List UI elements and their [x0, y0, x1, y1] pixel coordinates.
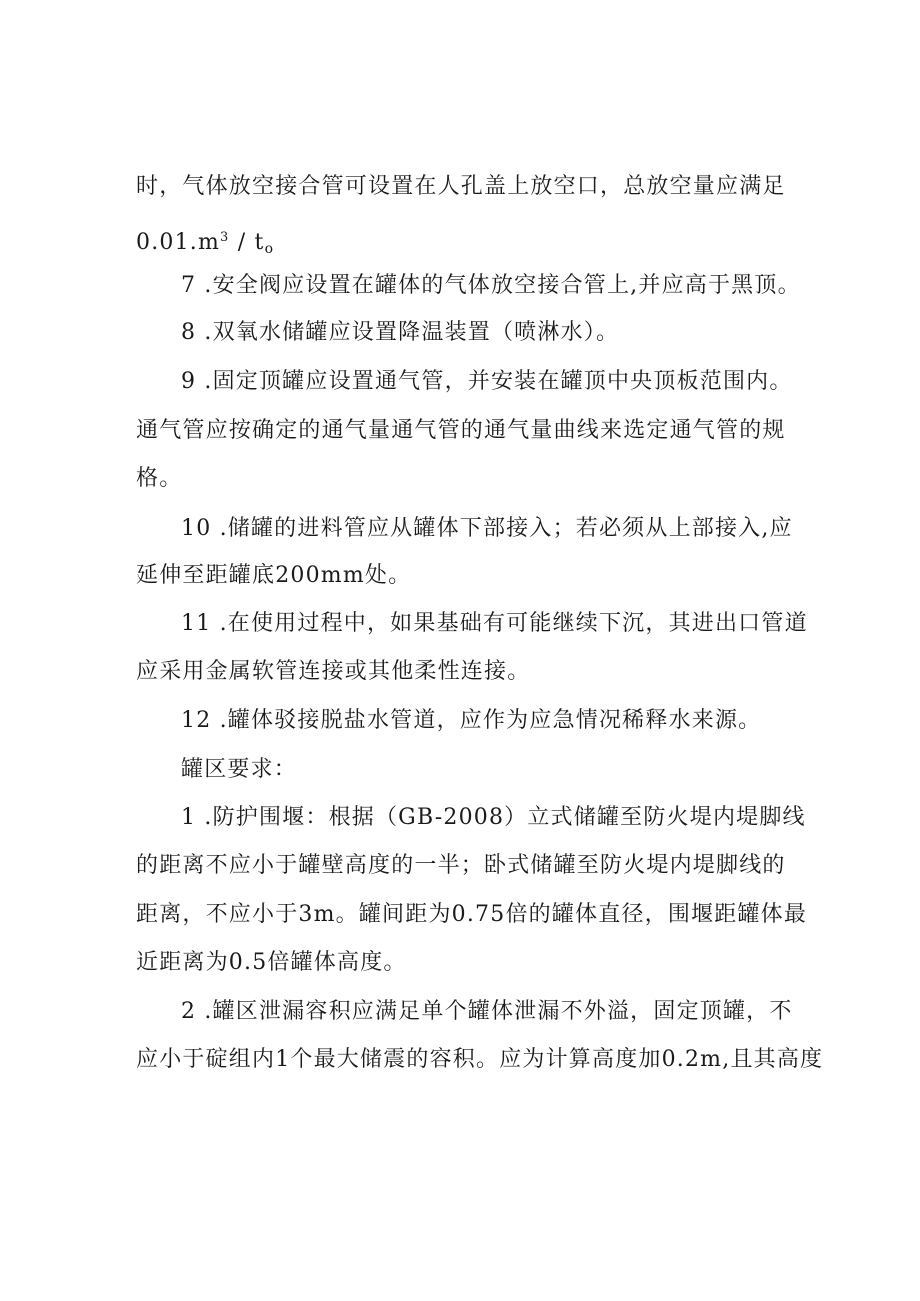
requirement-2-line-2: 应小于碇组内1个最大储震的容积。应为计算高度加0.2m,且其高度: [136, 1047, 824, 1072]
item-12: 12 .罐体驳接脱盐水管道，应作为应急情况稀释水来源。: [181, 708, 762, 733]
requirement-1: 1 .防护围堰：根据（GB-2008）立式储罐至防火堤内堤脚线: [181, 805, 806, 830]
item-9-end: 格。: [136, 466, 183, 491]
text-line-2: [136, 223, 274, 264]
section-heading: 罐区要求：: [181, 757, 298, 782]
formula-value: 0.01.m: [136, 230, 221, 255]
formula-unit: / t: [237, 230, 265, 255]
requirement-1-line-4: 近距离为0.5倍罐体高度。: [136, 950, 407, 975]
formula-superscript: 3: [220, 230, 230, 245]
requirement-1-line-3: 距离，不应小于3m。罐间距为0.75倍的罐体直径，围堰距罐体最: [136, 902, 808, 927]
requirement-2: 2 .罐区泄漏容积应满足单个罐体泄漏不外溢，固定顶罐，不: [181, 999, 793, 1024]
item-9-continued: 通气管应按确定的通气量通气管的通气量曲线来选定通气管的规: [136, 418, 786, 443]
item-11-continued: 应采用金属软管连接或其他柔性连接。: [136, 659, 531, 684]
item-8: 8 .双氧水储罐应设置降温装置（喷淋水）。: [181, 320, 620, 345]
item-7: 7 .安全阀应设置在罐体的气体放空接合管上,并应高于黑顶。: [181, 273, 801, 298]
requirement-1-line-2: 的距离不应小于罐壁高度的一半；卧式储罐至防火堤内堤脚线的: [136, 853, 786, 878]
formula-end-mark: o: [264, 241, 275, 257]
item-10: 10 .储罐的进料管应从罐体下部接入；若必须从上部接入,应: [181, 516, 793, 541]
item-9: 9 .固定顶罐应设置通气管，并安装在罐顶中央顶板范围内。: [181, 369, 793, 394]
item-10-continued: 延伸至距罐底200mm处。: [136, 563, 412, 588]
text-line-1: 时，气体放空接合管可设置在人孔盖上放空口，总放空量应满足: [136, 174, 786, 199]
item-11: 11 .在使用过程中，如果基础有可能继续下沉，其进出口管道: [181, 611, 808, 636]
